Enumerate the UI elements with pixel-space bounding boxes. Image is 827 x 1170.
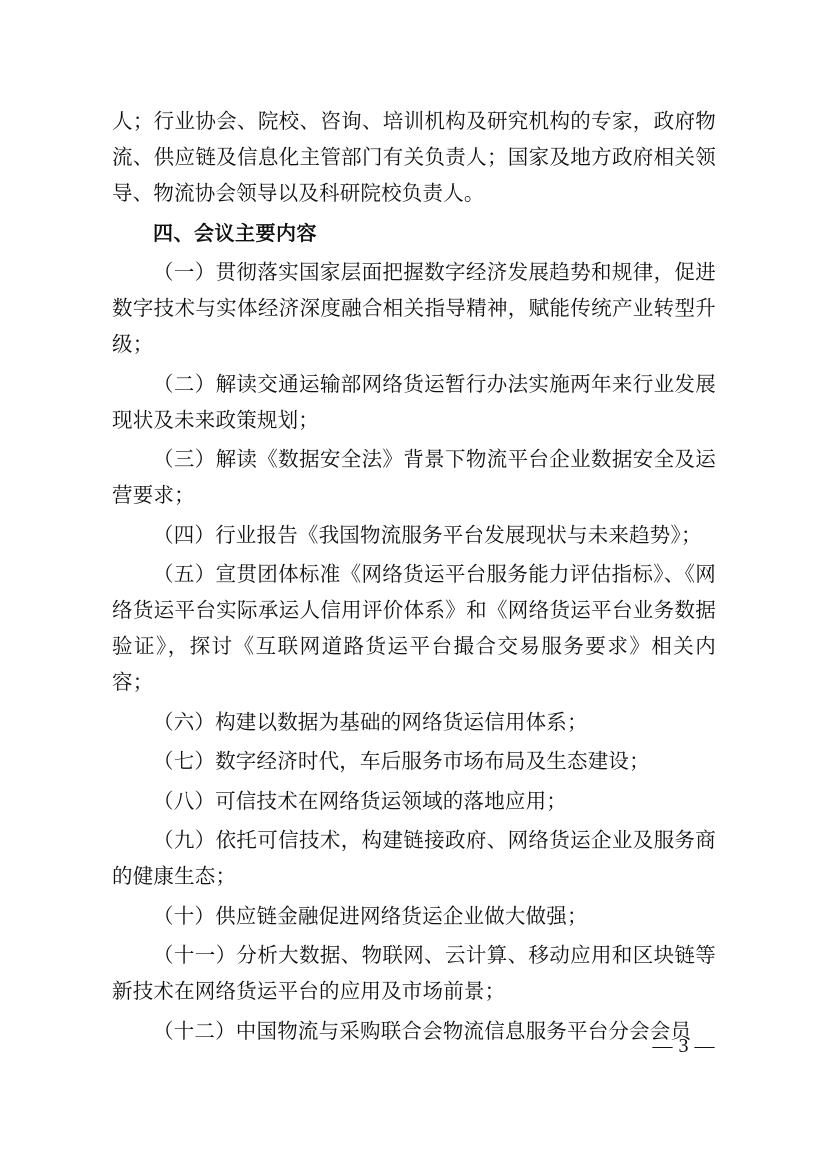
section-heading: 四、会议主要内容 <box>153 220 317 245</box>
list-item: （十一）分析大数据、物联网、云计算、移动应用和区块链等新技术在网络货运平台的应用及市场前景； <box>112 943 716 1003</box>
intro-paragraph: 人；行业协会、院校、咨询、培训机构及研究机构的专家，政府物流、供应链及信息化主管部门有关负责人；国家及地方政府相关领导、物流协会领导以及科研院校负责人。 <box>112 109 716 205</box>
document-body <box>112 103 716 1052</box>
list-item: （五）宣贯团体标准《网络货运平台服务能力评估指标》、《网络货运平台实际承运人信用评价体系》和《网络货运平台业务数据验证》，探讨《互联网道路货运平台撮合交易服务要求》相关内容； <box>112 562 716 694</box>
list-item: （二）解读交通运输部网络货运暂行办法实施两年来行业发展现状及未来政策规划； <box>112 371 716 432</box>
list-item: （六）构建以数据为基础的网络货运信用体系； <box>153 709 588 734</box>
list-item: （十）供应链金融促进网络货运企业做大做强； <box>153 903 588 928</box>
list-item: （七）数字经济时代，车后服务市场布局及生态建设； <box>153 749 650 773</box>
list-item: （九）依托可信技术，构建链接政府、网络货运企业及服务商的健康生态； <box>112 828 716 888</box>
list-item: （八）可信技术在网络货运领域的落地应用； <box>153 788 567 813</box>
list-item: （十二）中国物流与采购联合会物流信息服务平台分会会员 <box>153 1018 692 1043</box>
list-item: （四）行业报告《我国物流服务平台发展现状与未来趋势》； <box>153 522 702 547</box>
list-item: （三）解读《数据安全法》背景下物流平台企业数据安全及运营要求； <box>112 447 716 507</box>
list-item: （一）贯彻落实国家层面把握数字经济发展趋势和规律，促进数字技术与实体经济深度融合相关指导精神，赋能传统产业转型升级； <box>112 260 716 356</box>
page-number: — 3 — <box>652 1035 715 1057</box>
